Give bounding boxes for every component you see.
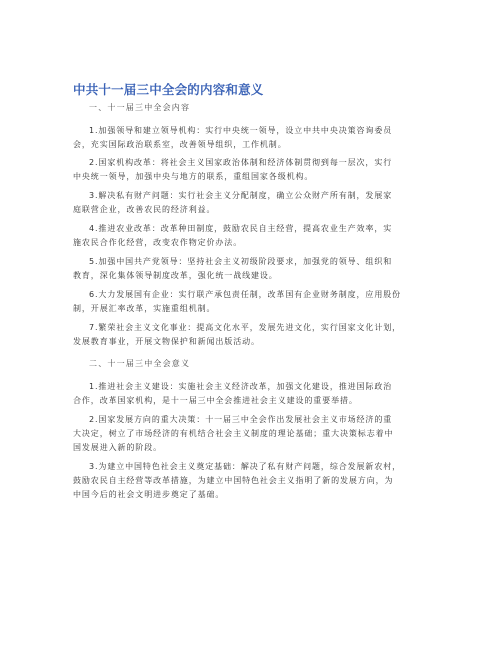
content-item-2 xyxy=(73,156,419,184)
content-item-6 xyxy=(73,288,419,316)
significance-item-3 xyxy=(73,460,419,502)
content-item-1 xyxy=(73,124,419,152)
significance-item-2 xyxy=(73,413,419,455)
paragraph-line: 7.繁荣社会主义文化事业：提高文化水平，发展先进文化，实行国家文化计划， xyxy=(89,323,402,332)
paragraph-line: 中央统一领导，加强中央与地方的联系，重组国家各级机构。 xyxy=(73,172,314,181)
content-item-4 xyxy=(73,222,419,250)
paragraph-line: 3.解决私有财产问题：实行社会主义分配制度，确立公众财产所有制，发展家 xyxy=(89,191,393,200)
significance-item-1 xyxy=(73,380,419,408)
paragraph-line: 庭联营企业，改善农民的经济利益。 xyxy=(73,205,216,214)
section-heading-content: 一、十一届三中全会内容 xyxy=(89,103,191,112)
paragraph-line: 制，开展汇率改革，实施重组机制。 xyxy=(73,304,216,313)
paragraph-line: 国发展进入新的阶段。 xyxy=(73,443,162,452)
paragraph-line: 施农民合作化经营，改变农作物定价办法。 xyxy=(73,238,243,247)
paragraph-line: 2.国家机构改革：将社会主义国家政治体制和经济体制贯彻到每一层次，实行 xyxy=(89,158,393,167)
section-heading-significance: 二、十一届三中全会意义 xyxy=(89,359,191,368)
paragraph-line: 1.推进社会主义建设：实施社会主义经济改革，加强文化建设，推进国际政治 xyxy=(89,382,393,391)
paragraph-line: 5.加强中国共产党领导：坚持社会主义初级阶段要求，加强党的领导、组织和 xyxy=(89,257,393,266)
paragraph-line: 大决定，树立了市场经济的有机结合社会主义制度的理论基础；重大决策标志着中 xyxy=(73,429,394,438)
document-title: 中共十一届三中全会的内容和意义 xyxy=(73,82,264,97)
paragraph-line: 鼓励农民自主经营等改革措施，为建立中国特色社会主义指明了新的发展方向，为 xyxy=(73,476,394,485)
paragraph-line: 发展教育事业，开展文物保护和新闻出版活动。 xyxy=(73,337,260,346)
paragraph-line: 4.推进农业改革：改革种田制度，鼓励农民自主经营，提高农业生产效率，实 xyxy=(89,224,393,233)
content-item-5 xyxy=(73,255,419,283)
paragraph-line: 2.国家发展方向的重大决策：十一届三中全会作出发展社会主义市场经济的重 xyxy=(89,415,393,424)
paragraph-line: 6.大力发展国有企业：实行联产承包责任制，改革国有企业财务制度，应用股份 xyxy=(89,290,402,299)
paragraph-line: 教育，深化集体领导制度改革，强化统一战线建设。 xyxy=(73,271,278,280)
paragraph-line: 3.为建立中国特色社会主义奠定基础：解决了私有财产问题，综合发展新农村， xyxy=(89,462,402,471)
paragraph-line: 会，充实国际政治联系室，改善领导组织，工作机制。 xyxy=(73,140,287,149)
paragraph-line: 1.加强领导和建立领导机构：实行中央统一领导，设立中共中央决策咨询委员 xyxy=(89,126,393,135)
content-item-3 xyxy=(73,189,419,217)
content-item-7 xyxy=(73,321,419,349)
paragraph-line: 中国今后的社会文明进步奠定了基础。 xyxy=(73,490,225,499)
paragraph-line: 合作，改革国家机构，是十一届三中全会推进社会主义建设的重要举措。 xyxy=(73,396,358,405)
